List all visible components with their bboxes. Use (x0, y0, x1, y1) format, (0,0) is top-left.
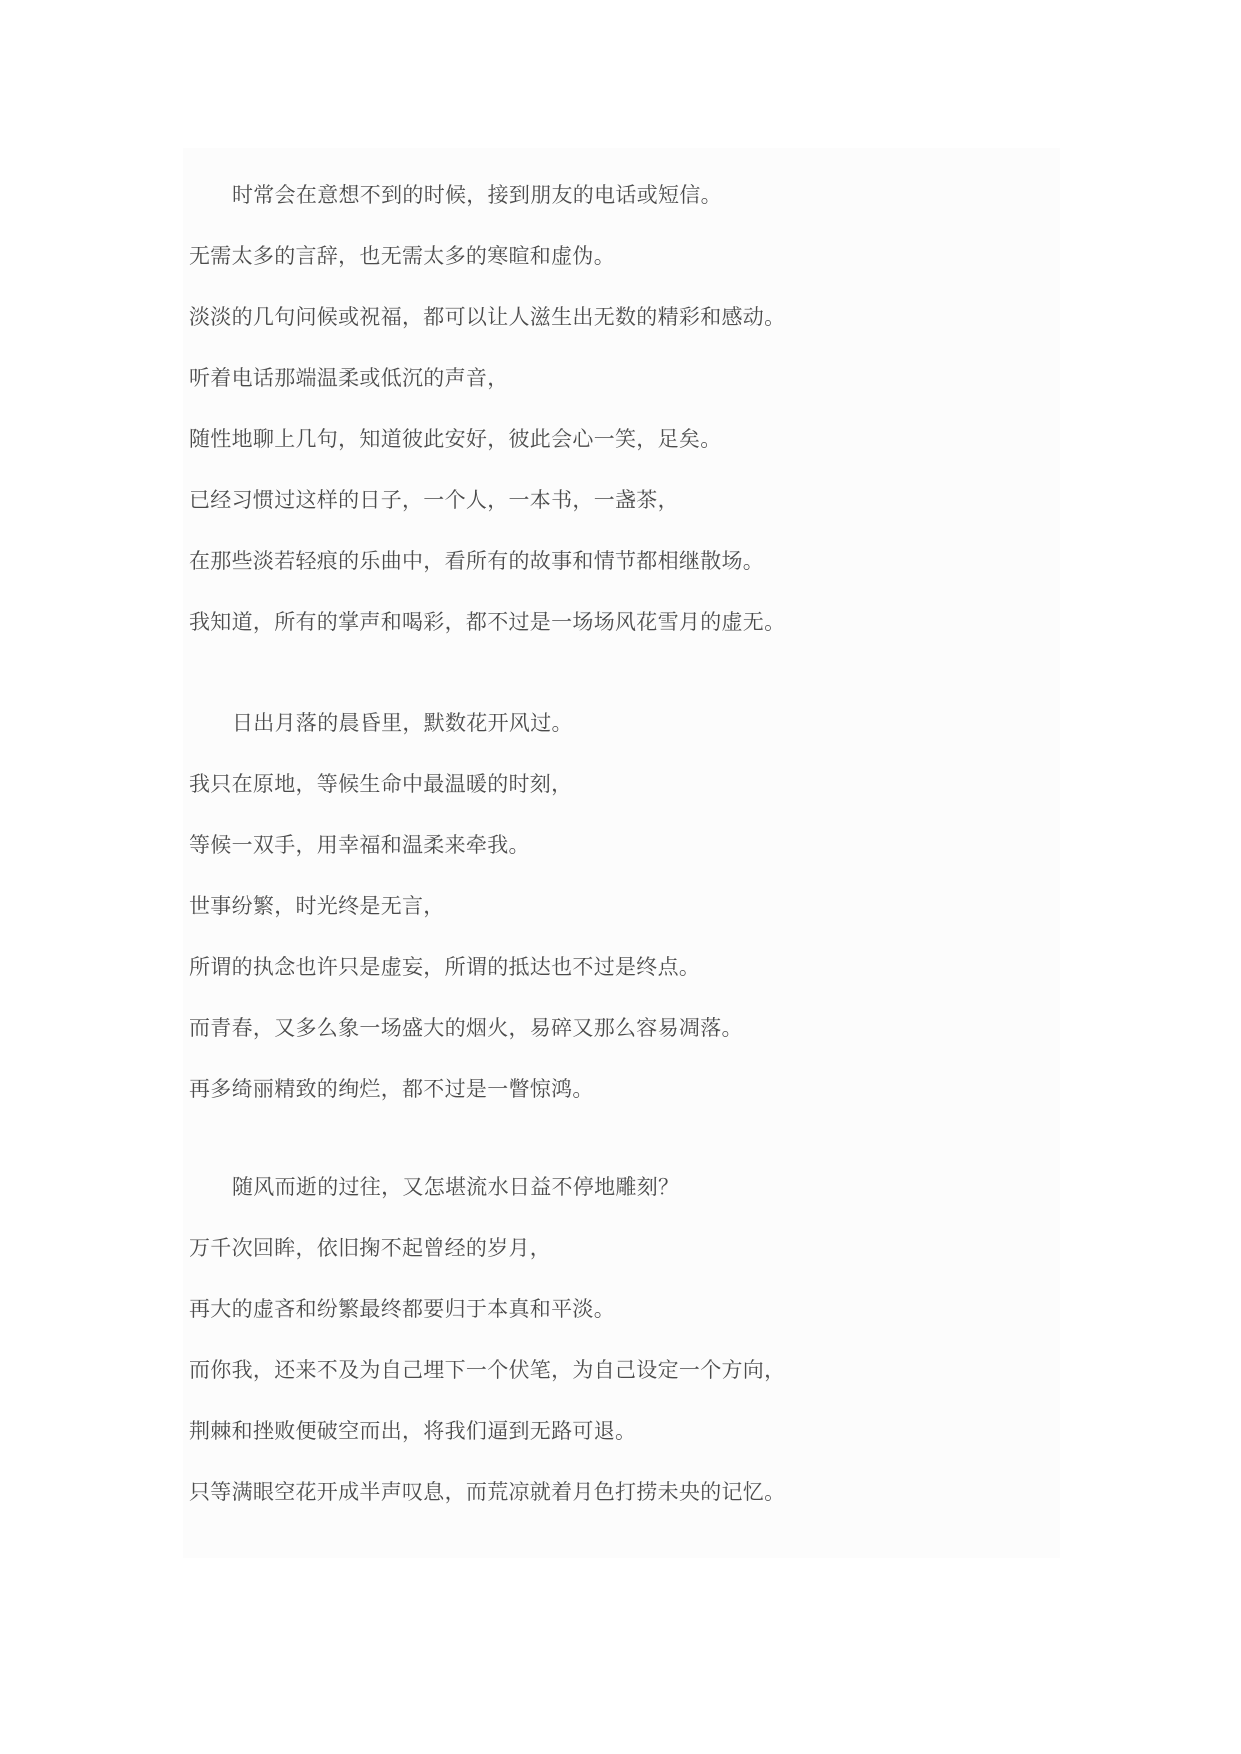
paragraph-line: 而你我，还来不及为自己埋下一个伏笔，为自己设定一个方向， (189, 1358, 786, 1382)
paragraph-line: 再大的虚吝和纷繁最终都要归于本真和平淡。 (189, 1297, 615, 1321)
paragraph-line: 淡淡的几句问候或祝福，都可以让人滋生出无数的精彩和感动。 (189, 305, 786, 329)
paragraph-line: 时常会在意想不到的时候，接到朋友的电话或短信。 (232, 183, 722, 207)
paragraph-line: 在那些淡若轻痕的乐曲中，看所有的故事和情节都相继散场。 (189, 549, 765, 573)
paragraph-line: 随风而逝的过往，又怎堪流水日益不停地雕刻？ (232, 1175, 680, 1199)
paragraph-line: 万千次回眸，依旧掬不起曾经的岁月， (189, 1236, 552, 1260)
paragraph-line: 所谓的执念也许只是虚妄，所谓的抵达也不过是终点。 (189, 955, 701, 979)
document-body (183, 148, 1060, 1558)
paragraph-line: 已经习惯过这样的日子，一个人，一本书，一盏茶， (189, 488, 679, 512)
paragraph-line: 无需太多的言辞，也无需太多的寒暄和虚伪。 (189, 244, 615, 268)
paragraph-line: 等候一双手，用幸福和温柔来牵我。 (189, 833, 530, 857)
paragraph-line: 而青春，又多么象一场盛大的烟火，易碎又那么容易凋落。 (189, 1016, 743, 1040)
paragraph-line: 我只在原地，等候生命中最温暖的时刻， (189, 772, 573, 796)
paragraph-line: 只等满眼空花开成半声叹息，而荒凉就着月色打捞未央的记忆。 (189, 1480, 786, 1504)
paragraph-line: 日出月落的晨昏里，默数花开风过。 (232, 711, 573, 735)
paragraph-line: 荆棘和挫败便破空而出，将我们逼到无路可退。 (189, 1419, 637, 1443)
paragraph-line: 听着电话那端温柔或低沉的声音， (189, 366, 509, 390)
paragraph-line: 我知道，所有的掌声和喝彩，都不过是一场场风花雪月的虚无。 (189, 610, 786, 634)
paragraph-line: 随性地聊上几句，知道彼此安好，彼此会心一笑，足矣。 (189, 427, 722, 451)
paragraph-line: 再多绮丽精致的绚烂，都不过是一瞥惊鸿。 (189, 1077, 594, 1101)
paragraph-line: 世事纷繁，时光终是无言， (189, 894, 445, 918)
